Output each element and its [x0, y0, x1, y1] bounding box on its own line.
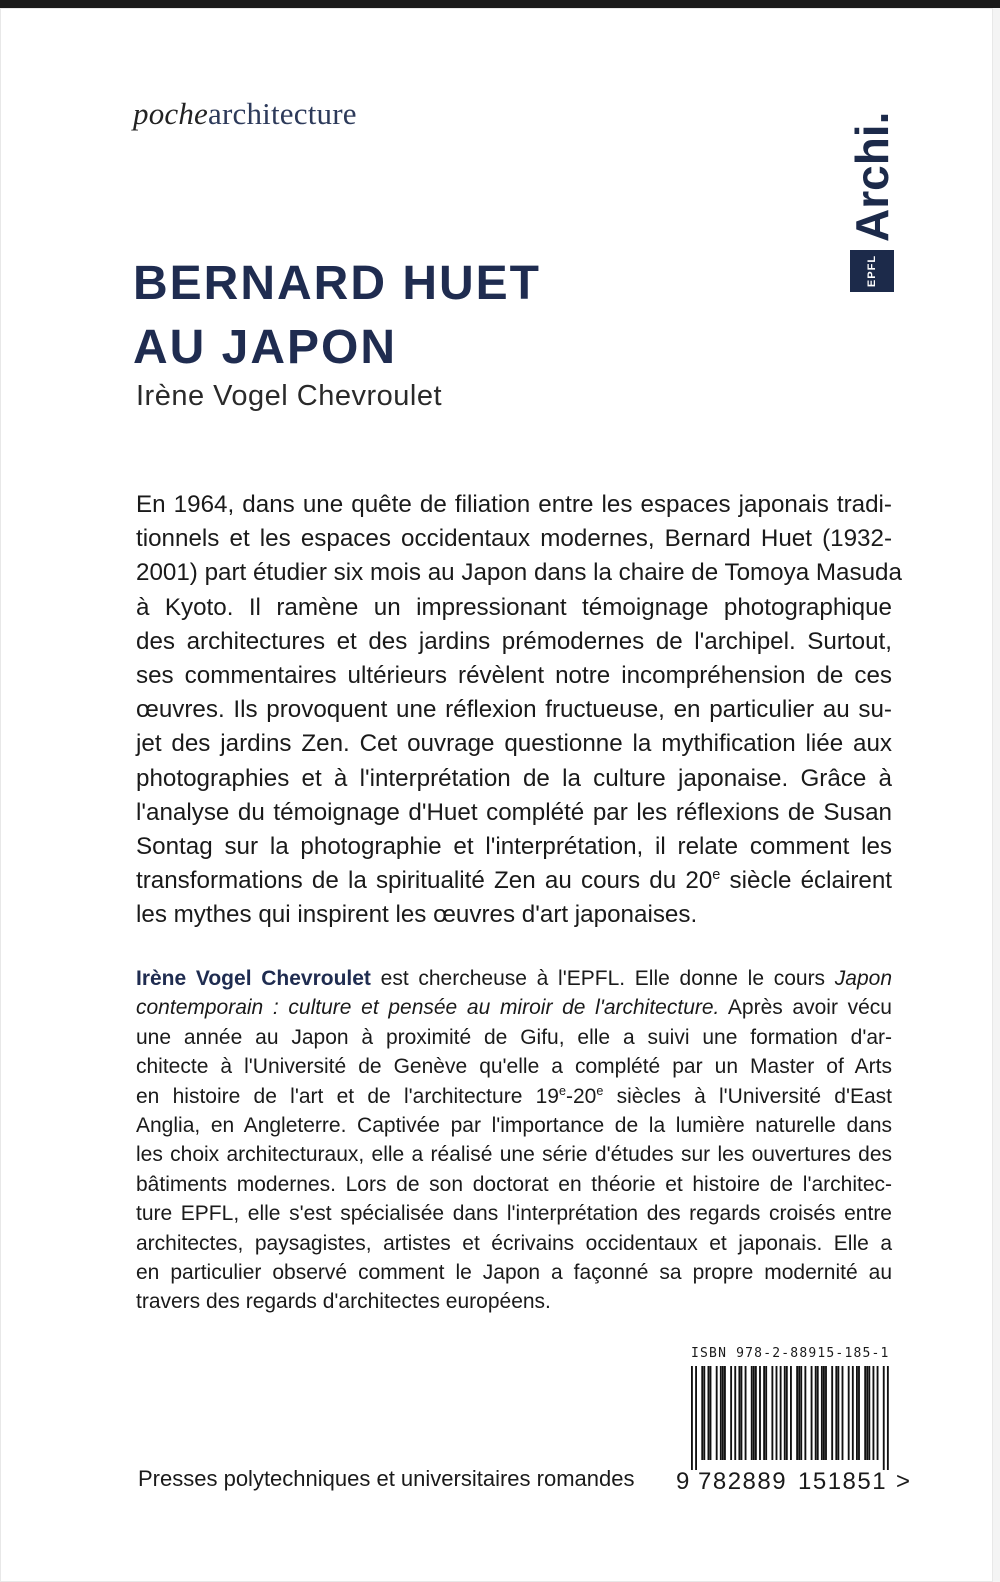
barcode-bar: [724, 1366, 726, 1460]
course-title: Japon: [834, 967, 892, 990]
barcode-bar: [831, 1366, 833, 1460]
summary-line: œuvres. Ils provoquent une réflexion fructueuse, en particulier au su-: [136, 696, 892, 724]
barcode-bar: [800, 1366, 802, 1460]
bio-line: [136, 964, 892, 993]
bio-line: [136, 993, 892, 1022]
course-title: contemporain : culture et pensée au miroir de l'architecture.: [136, 996, 720, 1020]
barcode-bar: [695, 1366, 697, 1470]
logo-badge: [850, 250, 894, 292]
summary-line: ses commentaires ultérieurs révèlent notre incompréhension de ces: [136, 662, 892, 690]
bio-line: les choix architecturaux, elle a réalisé une série d'études sur les ouvertures des: [136, 1143, 892, 1167]
barcode-bar: [765, 1366, 767, 1460]
barcode-bar: [877, 1366, 879, 1460]
barcode-group-2: 151851: [798, 1468, 888, 1495]
century-superscript: e: [558, 1083, 566, 1098]
publisher-name: Presses polytechniques et universitaires romandes: [138, 1466, 635, 1491]
barcode-bar: [848, 1366, 850, 1460]
summary-text: siècle éclairent: [720, 867, 892, 895]
barcode-bar: [755, 1366, 757, 1460]
barcode-bar: [703, 1366, 705, 1460]
summary-line: des architectures et des jardins prémodernes de l'archipel. Surtout,: [136, 627, 892, 655]
barcode-bar: [786, 1366, 788, 1460]
bio-text: siècles à l'Université d'East: [603, 1084, 892, 1108]
book-author: Irène Vogel Chevroulet: [136, 380, 443, 412]
barcode-bar: [817, 1366, 819, 1460]
barcode-first-digit: 9: [676, 1468, 691, 1495]
publisher-logo: [846, 82, 898, 302]
bio-line: chitecte à l'Université de Genève qu'elle a complété par un Master of Arts: [136, 1055, 892, 1079]
barcode-bar: [710, 1366, 712, 1460]
barcode-bar: [821, 1366, 823, 1460]
title-line-1: BERNARD HUET: [133, 257, 541, 310]
summary-line: l'analyse du témoignage d'Huet complété par les réflexions de Susan: [136, 798, 892, 826]
barcode-bar: [759, 1366, 761, 1460]
summary-line: les mythes qui inspirent les œuvres d'art japonaises.: [136, 901, 698, 929]
bio-text: est chercheuse à l'EPFL. Elle donne le cours: [370, 967, 835, 990]
summary-line: tionnels et les espaces occidentaux modernes, Bernard Huet (1932-: [136, 525, 892, 553]
barcode-digits: [676, 1468, 912, 1496]
barcode-bar: [730, 1366, 732, 1460]
barcode-bar: [716, 1366, 718, 1460]
barcode-bar: [796, 1366, 798, 1460]
barcode-bar: [815, 1366, 817, 1460]
barcode-bar: [776, 1366, 778, 1460]
barcode-bar: [858, 1366, 860, 1460]
summary-line: à Kyoto. Il ramène un impressionant témoignage photographique: [136, 593, 892, 621]
cover-edge: [993, 8, 1000, 1582]
barcode-bar: [866, 1366, 868, 1460]
barcode-bar: [864, 1366, 866, 1460]
century-superscript: e: [712, 867, 721, 884]
logo-word: Archi.: [846, 111, 898, 242]
series-word: architecture: [208, 96, 357, 131]
century-superscript: e: [596, 1083, 604, 1098]
barcode-bar: [701, 1366, 703, 1460]
summary-text: transformations de la spiritualité Zen au cours du 20: [136, 867, 713, 895]
bio-line: en particulier observé comment le Japon a façonné sa propre modernité au: [136, 1261, 892, 1285]
series-name: [133, 96, 357, 132]
isbn-number: ISBN 978-2-88915-185-1: [691, 1346, 890, 1361]
barcode-bar: [804, 1366, 806, 1460]
barcode-bar: [798, 1366, 800, 1460]
bio-text: Après avoir vécu: [719, 996, 892, 1020]
barcode-bar: [856, 1366, 858, 1460]
bio-text: -20: [566, 1084, 597, 1108]
barcode-bar: [745, 1366, 747, 1460]
logo-badge-text: EPFL: [866, 254, 878, 288]
barcode-bar: [823, 1366, 825, 1460]
barcode-bar: [780, 1366, 782, 1460]
barcode-bar: [741, 1366, 743, 1460]
summary-line: En 1964, dans une quête de filiation entre les espaces japonais tradi-: [136, 491, 892, 518]
summary-line: jet des jardins Zen. Cet ouvrage questionne la mythification liée aux: [136, 730, 892, 758]
barcode-bar: [720, 1366, 722, 1460]
barcode-bar: [722, 1366, 724, 1460]
bio-line: [136, 1082, 892, 1111]
book-title: [133, 252, 541, 380]
bio-line: travers des regards d'architectes européens.: [136, 1290, 551, 1314]
barcode-bar: [811, 1366, 813, 1460]
barcode-bar: [837, 1366, 839, 1460]
barcode-bar: [763, 1366, 765, 1460]
barcode: [691, 1366, 889, 1470]
barcode-group-1: 782889: [698, 1468, 788, 1495]
barcode-bar: [734, 1366, 736, 1460]
bio-author-name: Irène Vogel Chevroulet: [136, 967, 371, 990]
summary-line: Sontag sur la photographie et l'interprétation, il relate comment les: [136, 833, 892, 861]
bio-line: architectes, paysagistes, artistes et écrivains occidentaux et japonais. Elle a: [136, 1231, 892, 1255]
book-summary: [136, 488, 902, 933]
barcode-bar: [835, 1366, 837, 1460]
barcode-bar: [708, 1366, 710, 1460]
barcode-bar: [842, 1366, 844, 1460]
barcode-bar: [784, 1366, 786, 1460]
barcode-end-mark: >: [896, 1468, 912, 1495]
summary-line: [136, 864, 892, 898]
title-line-2: AU JAPON: [133, 321, 398, 374]
series-prefix: poche: [133, 96, 209, 131]
summary-line: photographies et à l'interprétation de la culture japonaise. Grâce à: [136, 764, 892, 792]
barcode-bar: [873, 1366, 875, 1460]
barcode-bar: [738, 1366, 740, 1460]
barcode-bar: [868, 1366, 870, 1460]
barcode-bar: [825, 1366, 827, 1460]
bio-line: Anglia, en Angleterre. Captivée par l'importance de la lumière naturelle dans: [136, 1114, 892, 1138]
bio-line: une année au Japon à proximité de Gifu, elle a suivi une formation d'ar-: [136, 1025, 892, 1049]
barcode-bar: [883, 1366, 885, 1470]
barcode-bar: [691, 1366, 693, 1470]
barcode-bar: [751, 1366, 753, 1460]
summary-line: 2001) part étudier six mois au Japon dans la chaire de Tomoya Masuda: [136, 559, 902, 587]
bio-line: bâtiments modernes. Lors de son doctorat en théorie et histoire de l'architec-: [136, 1172, 892, 1196]
author-biography: [136, 964, 892, 1317]
barcode-bar: [753, 1366, 755, 1460]
barcode-bar: [887, 1366, 889, 1470]
barcode-bar: [771, 1366, 773, 1460]
bio-text: en histoire de l'art et de l'architecture 19: [136, 1084, 559, 1108]
barcode-bar: [790, 1366, 792, 1460]
bio-line: ture EPFL, elle s'est spécialisée dans l'interprétation des regards croisés entre: [136, 1202, 892, 1226]
barcode-bar: [852, 1366, 854, 1460]
